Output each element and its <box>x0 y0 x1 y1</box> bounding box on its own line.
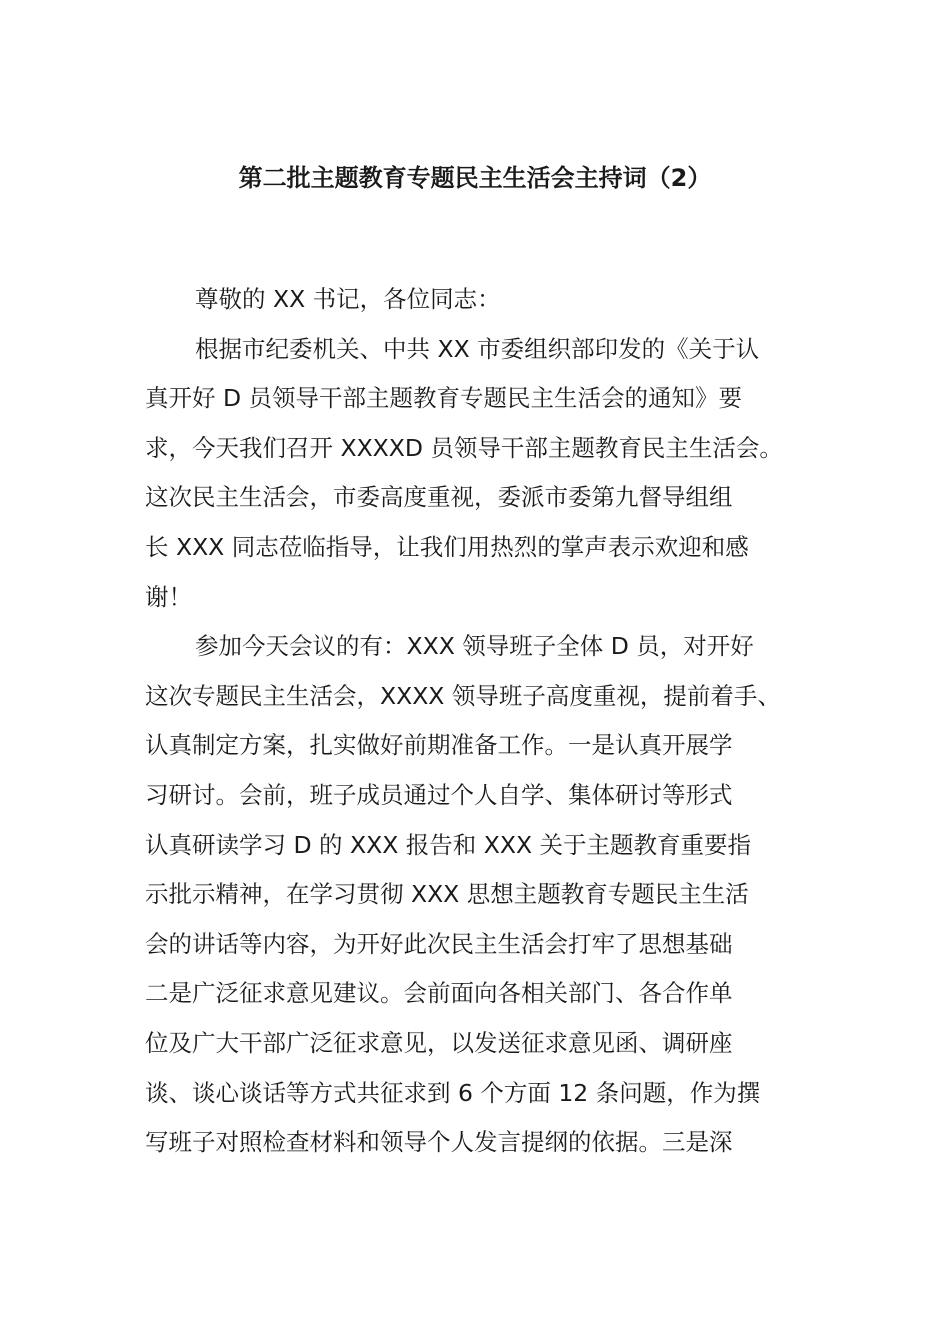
document-body <box>145 275 810 1168</box>
paragraph-line: 谈、谈心谈话等方式共征求到 6 个方面 12 条问题，作为撰 <box>145 1078 761 1107</box>
document-title: 第二批主题教育专题民主生活会主持词（2） <box>238 164 712 192</box>
paragraph-line: 认真制定方案，扎实做好前期准备工作。一是认真开展学 <box>145 731 733 760</box>
paragraph-line: 位及广大干部广泛征求意见，以发送征求意见函、调研座 <box>145 1028 733 1057</box>
paragraph-line: 习研讨。会前，班子成员通过个人自学、集体研讨等形式 <box>145 780 733 809</box>
paragraph-line: 长 XXX 同志莅临指导，让我们用热烈的掌声表示欢迎和感 <box>145 532 749 561</box>
paragraph-line: 会的讲话等内容，为开好此次民主生活会打牢了思想基础 <box>145 929 733 958</box>
paragraph-line: 求，今天我们召开 XXXXD 员领导干部主题教育民主生活会。 <box>145 433 783 462</box>
paragraph-line: 这次专题民主生活会，XXXX 领导班子高度重视，提前着手、 <box>145 681 781 710</box>
paragraph-line: 二是广泛征求意见建议。会前面向各相关部门、各合作单 <box>145 979 733 1008</box>
paragraph-line: 写班子对照检查材料和领导个人发言提纲的依据。三是深 <box>145 1128 733 1157</box>
paragraph-line: 真开好 D 员领导干部主题教育专题民主生活会的通知》要 <box>145 384 743 413</box>
paragraph-line: 参加今天会议的有：XXX 领导班子全体 D 员，对开好 <box>195 632 754 661</box>
paragraph-line: 认真研读学习 D 的 XXX 报告和 XXX 关于主题教育重要指 <box>145 830 752 859</box>
paragraph-line: 谢！ <box>145 582 192 611</box>
paragraph-line: 这次民主生活会，市委高度重视，委派市委第九督导组组 <box>145 483 733 512</box>
salutation-line: 尊敬的 XX 书记，各位同志： <box>195 285 501 313</box>
paragraph-line: 示批示精神，在学习贯彻 XXX 思想主题教育专题民主生活 <box>145 880 749 909</box>
paragraph-line: 根据市纪委机关、中共 XX 市委组织部印发的《关于认 <box>195 334 760 363</box>
